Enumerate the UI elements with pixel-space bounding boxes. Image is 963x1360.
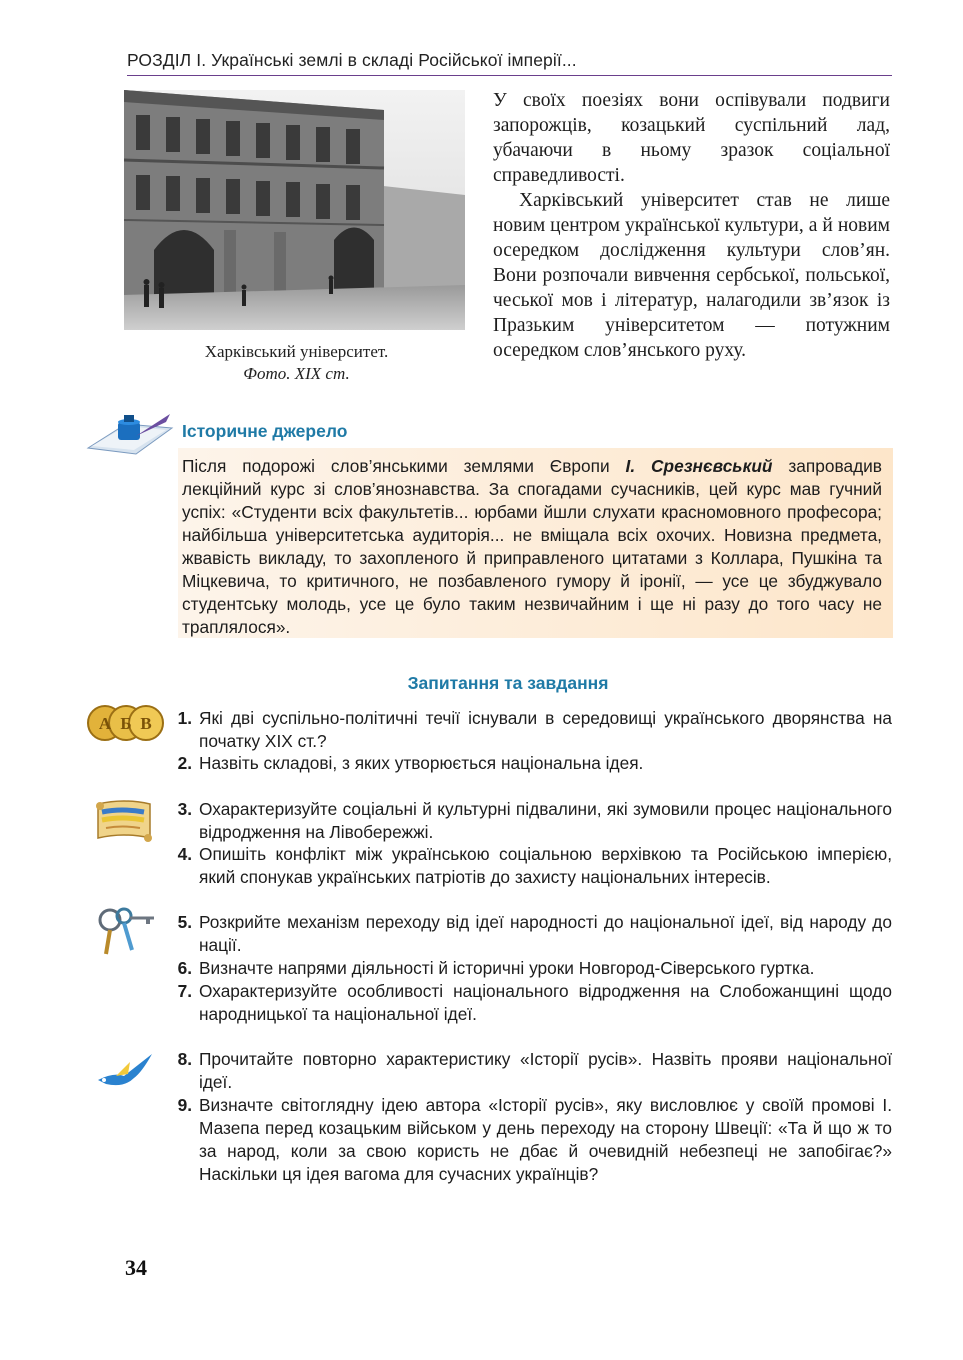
running-header: РОЗДІЛ І. Українські землі в складі Російської імперії... — [127, 50, 577, 70]
question-number: 9. — [177, 1095, 192, 1115]
caption-photo-date: Фото. XIX ст. — [243, 364, 350, 383]
question-text: Назвіть складові, з яких утворюється національна ідея. — [199, 753, 644, 773]
inkwell-quill-icon — [86, 410, 176, 458]
question-text: Які дві суспільно-політичні течії існували в середовищі українського дворянства на початку XIX ст.? — [199, 708, 892, 751]
kharkiv-university-photo — [124, 90, 465, 330]
question-number: 5. — [177, 912, 192, 932]
question-text: Охарактеризуйте соціальні й культурні підвалини, які зумовили процес національного відродження на Лівобережжі. — [199, 799, 892, 842]
question-number: 7. — [177, 981, 192, 1001]
questions-heading: Запитання та завдання — [407, 673, 609, 693]
question-item — [168, 798, 892, 844]
question-item — [168, 1094, 892, 1186]
question-item — [168, 980, 892, 1026]
question-number: 8. — [177, 1049, 192, 1069]
question-text: Охарактеризуйте особливості національного відродження на Слобожанщині щодо народницької та національної ідеї. — [199, 981, 892, 1024]
question-text: Визначте світоглядну ідею автора «Історії русів», яку висловлює у своїй промові І. Мазепа перед козацьким військом у день переходу на сторону Швеції: «Та й що ж то за народ, коли за свою користь не дбає й очевидній небезпеці не запобігає?» Наскільки ця ідея вагома для сучасних українців? — [199, 1095, 892, 1184]
map-scroll-icon — [92, 798, 156, 851]
question-text: Визначте напрями діяльності й історичні уроки Новгород-Сіверського гуртка. — [199, 958, 815, 978]
question-number: 1. — [177, 708, 192, 728]
source-quote — [182, 455, 882, 639]
question-item — [168, 911, 892, 957]
coin-letter-b: Б — [120, 714, 132, 733]
source-text-body: запровадив лекційний курс зі слов’янознавства. За спогадами сучасників, цей курс мав гучний успіх: «Студенти всіх факультетів... юрбами йшли слухати красномовного професора; найбільша університетська аудиторія... не вміщала всіх охочих. Новизна предмета, жвавість викладу, то захопленого й приправленого цитатами з Коллара, Пушкіна та Міцкевича, то критичного, не позбавленого гумору й іронії, — усе це збуджувало студентську молодь, усе це було таким незвичайним і ще ні разу до того часу не траплялося». — [182, 456, 882, 637]
source-heading: Історичне джерело — [182, 421, 348, 441]
question-number: 2. — [177, 753, 192, 773]
question-text: Опишіть конфлікт між українською соціальною верхівкою та Російською імперією, який спонукав українських патріотів до захисту національних інтересів. — [199, 844, 892, 887]
question-number: 3. — [177, 799, 192, 819]
paragraph: Харківський університет став не лише новим центром української культури, а й новим осередком дослідження культури слов’ян. Вони розпочали вивчення сербської, польської, чеської мов і літератур, налагодили зв’язок із Празьким університетом — потужним осередком слов’янського руху. — [493, 190, 890, 361]
coin-letter-v: В — [140, 714, 152, 733]
source-author: І. Срезнєвський — [625, 456, 773, 476]
caption-title: Харківський університет. — [204, 342, 389, 361]
abc-coins-icon — [86, 704, 164, 747]
question-text: Розкрийте механізм переходу від ідеї народності до національної ідеї, від народу до нації. — [199, 912, 892, 955]
source-text-intro: Після подорожі слов’янськими землями Європи — [182, 456, 626, 476]
photo-caption — [124, 341, 469, 385]
question-item — [168, 957, 892, 980]
coin-letter-a: А — [98, 714, 112, 733]
keys-icon — [92, 906, 156, 963]
page-number: 34 — [125, 1255, 147, 1280]
question-text: Прочитайте повторно характеристику «Історії русів». Назвіть прояви національної ідеї. — [199, 1049, 892, 1092]
question-number: 4. — [177, 844, 192, 864]
bird-icon — [94, 1050, 156, 1097]
paragraph: У своїх поезіях вони оспівували подвиги запорожців, козацький суспільний лад, убачаючи в ньому зразок соціальної справедливості. — [493, 90, 890, 186]
question-item — [168, 707, 892, 753]
main-text — [493, 88, 890, 363]
header-rule — [127, 75, 892, 76]
question-item — [168, 752, 892, 775]
question-item — [168, 1048, 892, 1094]
question-item — [168, 843, 892, 889]
question-number: 6. — [177, 958, 192, 978]
